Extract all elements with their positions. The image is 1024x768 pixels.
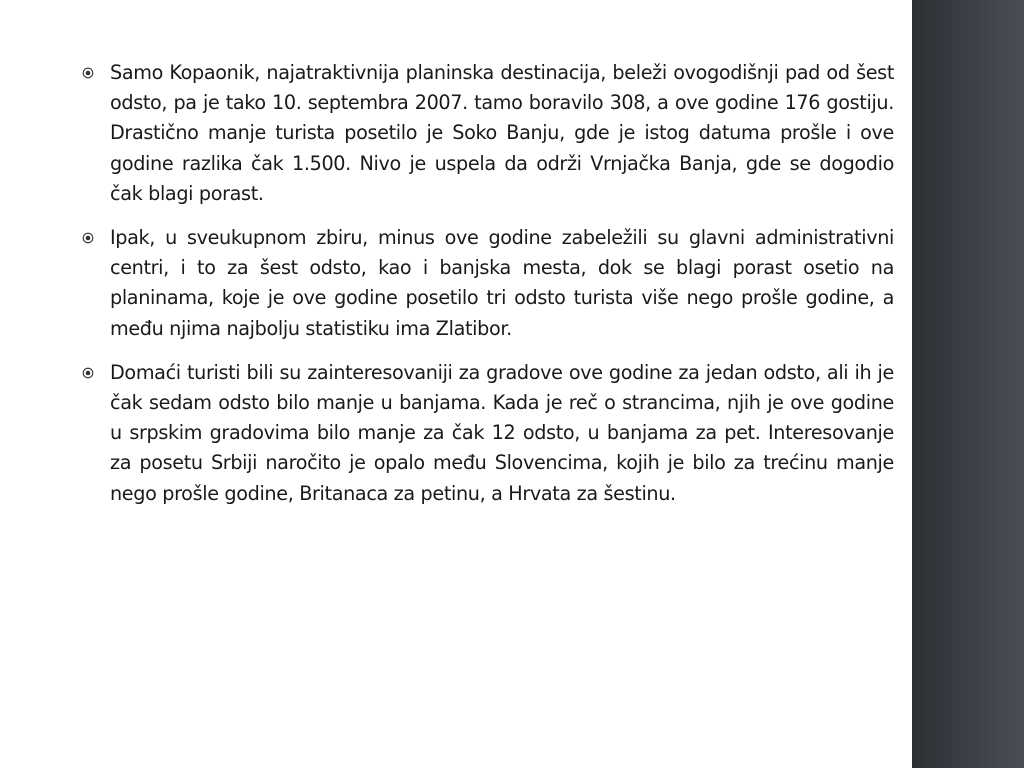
bullet-text: Domaći turisti bili su zainteresovaniji za gradove ove godine za jedan odsto, ali ih je čak sedam odsto bilo manje u banjama. Kada je reč o strancima, njih je ove godine u srpskim gradovima bilo manje za čak 12 odsto, u banjama za pet. Interesovanje za posetu Srbiji naročito je opalo među Slovencima, kojih je bilo za trećinu manje nego prošle godine, Britanaca za petinu, a Hrvata za šestinu. (110, 360, 894, 505)
bullet-text: Samo Kopaonik, najatraktivnija planinska destinacija, beleži ovogodišnji pad od šest odsto, pa je tako 10. septembra 2007. tamo boravilo 308, a ove godine 176 gostiju. Drastično manje turista posetilo je Soko Banju, gde je istog datuma prošle i ove godine razlika čak 1.500. Nivo je uspela da održi Vrnjačka Banja, gde se dogodio čak blagi porast. (110, 61, 894, 205)
bullet-item (82, 223, 894, 344)
decorative-sidebar (912, 0, 1024, 768)
bullet-item (82, 358, 894, 509)
bullet-item (82, 58, 894, 209)
bullet-text: Ipak, u sveukupnom zbiru, minus ove godine zabeležili su glavni administrativni centri, i to za šest odsto, kao i banjska mesta, dok se blagi porast osetio na planinama, koje je ove godine posetilo tri odsto turista više nego prošle godine, a među njima najbolju statistiku ima Zlatibor. (110, 226, 894, 340)
circle-dot-bullet-icon (82, 367, 94, 379)
circle-dot-bullet-icon (82, 67, 94, 79)
circle-dot-bullet-icon (82, 232, 94, 244)
bullet-list (82, 58, 894, 523)
